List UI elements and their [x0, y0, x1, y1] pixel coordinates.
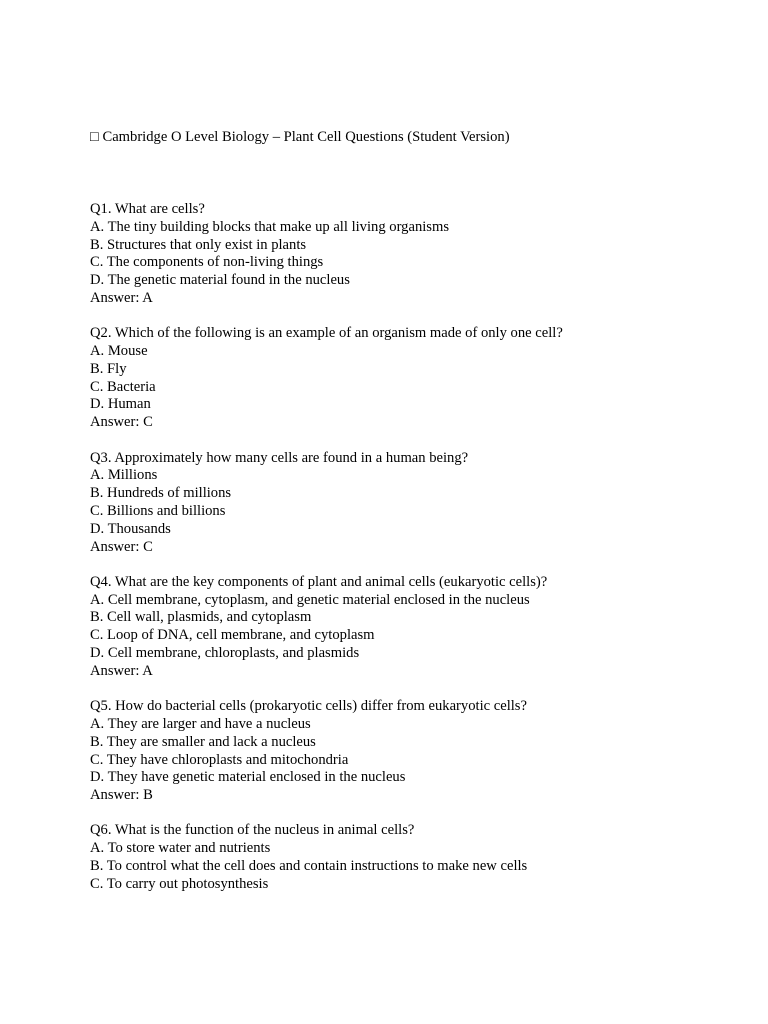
- question-block: [90, 201, 730, 308]
- answer-option: A. Mouse: [90, 343, 148, 360]
- answer-option: B. Cell wall, plasmids, and cytoplasm: [90, 609, 312, 626]
- answer-key: Answer: B: [90, 787, 153, 804]
- answer-option: D. The genetic material found in the nucleus: [90, 272, 350, 289]
- answer-option: A. To store water and nutrients: [90, 840, 271, 857]
- answer-option: C. The components of non-living things: [90, 254, 324, 271]
- question-text: Q1. What are cells?: [90, 201, 205, 217]
- answer-option: A. Millions: [90, 467, 158, 484]
- answer-key: Answer: C: [90, 414, 153, 431]
- answer-key: Answer: A: [90, 662, 153, 679]
- question-list: [90, 201, 730, 911]
- document-title: □ Cambridge O Level Biology – Plant Cell Questions (Student Version): [90, 129, 510, 145]
- question-text: Q4. What are the key components of plant and animal cells (eukaryotic cells)?: [90, 573, 548, 590]
- answer-option: D. They have genetic material enclosed in the nucleus: [90, 769, 406, 786]
- answer-option: A. They are larger and have a nucleus: [90, 715, 311, 732]
- question-text: Q6. What is the function of the nucleus in animal cells?: [90, 822, 415, 839]
- answer-option: B. Fly: [90, 360, 127, 377]
- answer-key: Answer: C: [90, 538, 153, 555]
- question-text: Q2. Which of the following is an example of an organism made of only one cell?: [90, 325, 563, 342]
- answer-option: B. Structures that only exist in plants: [90, 236, 307, 253]
- answer-option: C. They have chloroplasts and mitochondria: [90, 751, 349, 768]
- answer-option: B. Hundreds of millions: [90, 485, 232, 502]
- question-block: [90, 698, 730, 805]
- answer-option: D. Thousands: [90, 520, 171, 537]
- question-text: Q5. How do bacterial cells (prokaryotic cells) differ from eukaryotic cells?: [90, 698, 527, 715]
- answer-option: C. Bacteria: [90, 378, 156, 395]
- question-block: [90, 325, 730, 432]
- answer-key: Answer: A: [90, 289, 153, 306]
- answer-option: D. Cell membrane, chloroplasts, and plasmids: [90, 645, 360, 662]
- answer-option: D. Human: [90, 396, 151, 413]
- answer-option: A. The tiny building blocks that make up all living organisms: [90, 218, 450, 235]
- answer-option: B. They are smaller and lack a nucleus: [90, 733, 316, 750]
- question-block: [90, 822, 730, 893]
- answer-option: B. To control what the cell does and contain instructions to make new cells: [90, 858, 528, 874]
- answer-option: C. Loop of DNA, cell membrane, and cytoplasm: [90, 627, 375, 644]
- answer-option: C. Billions and billions: [90, 502, 226, 519]
- question-block: [90, 574, 730, 681]
- question-block: [90, 450, 730, 557]
- answer-option: A. Cell membrane, cytoplasm, and genetic material enclosed in the nucleus: [90, 591, 530, 608]
- answer-option: C. To carry out photosynthesis: [90, 875, 269, 892]
- question-text: Q3. Approximately how many cells are found in a human being?: [90, 449, 469, 466]
